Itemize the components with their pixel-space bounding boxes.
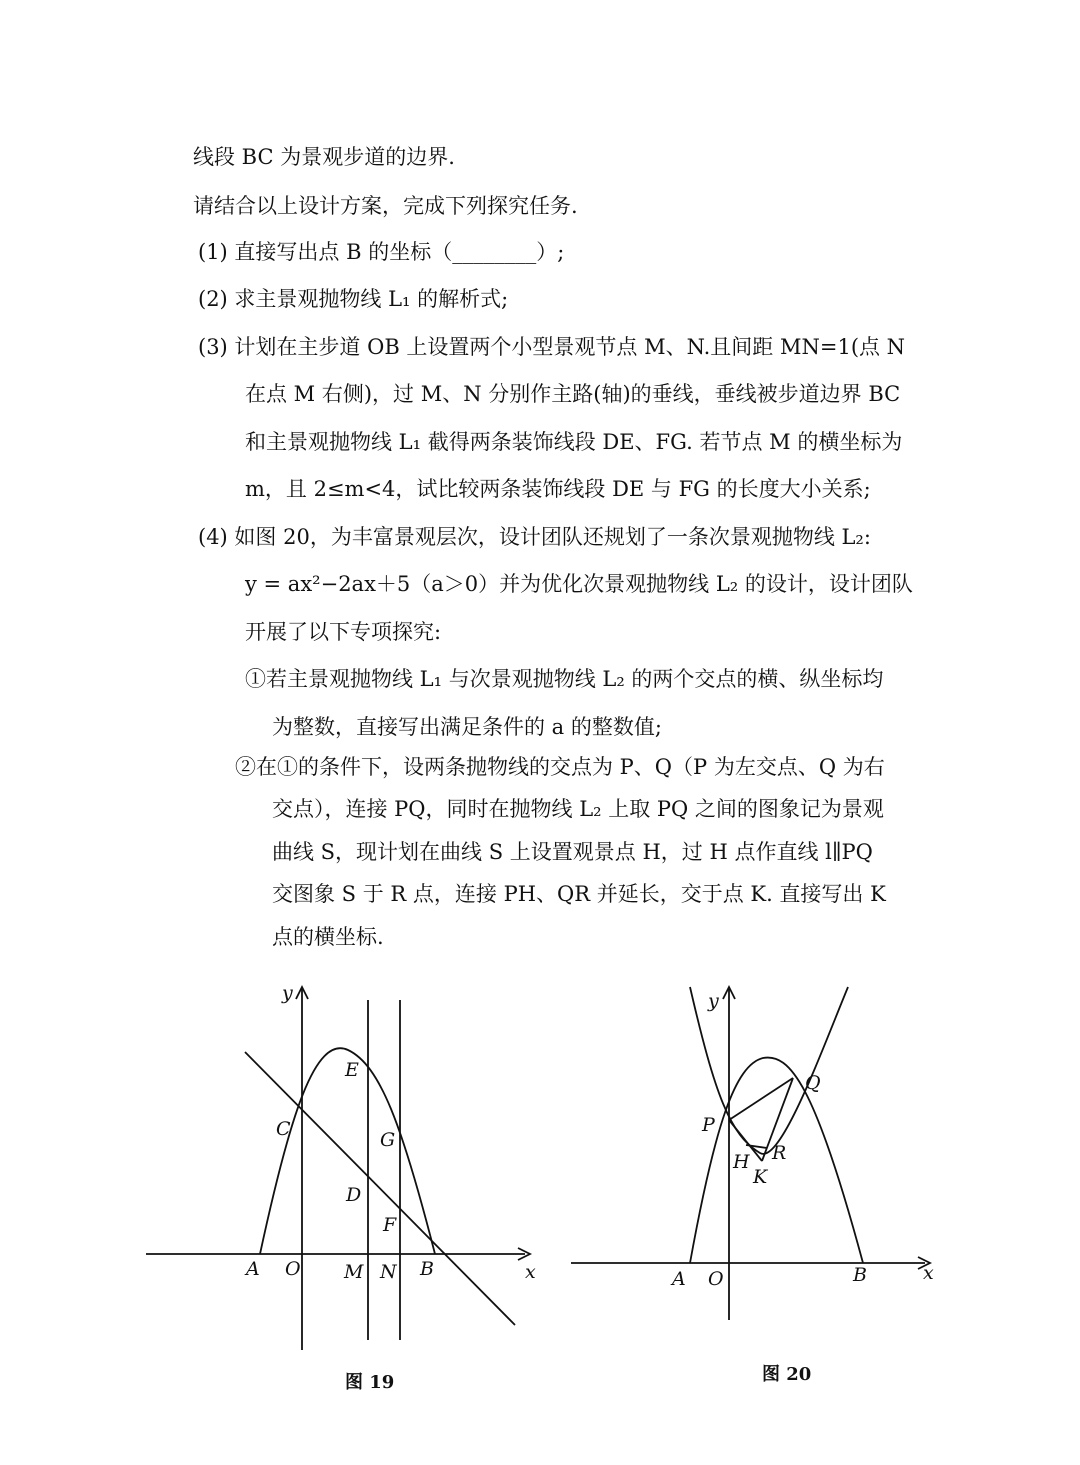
question-4-line-1: (4) 如图 20，为丰富景观层次，设计团队还规划了一条次景观抛物线 L₂: bbox=[198, 525, 871, 549]
fig20-segment-PQ bbox=[729, 1078, 793, 1120]
sub-question-2-line-3: 曲线 S，现计划在曲线 S 上设置观景点 H，过 H 点作直线 l∥PQ bbox=[272, 840, 873, 864]
fig20-label-H: H bbox=[733, 1151, 750, 1173]
fig19-label-E: E bbox=[345, 1059, 359, 1081]
fig20-label-x: x bbox=[923, 1262, 934, 1284]
fig19-label-G: G bbox=[380, 1129, 396, 1151]
fig19-line-BC bbox=[245, 1052, 515, 1325]
fig20-label-y: y bbox=[708, 990, 719, 1012]
question-3-line-1: (3) 计划在主步道 OB 上设置两个小型景观节点 M、N.且间距 MN=1(点 N bbox=[198, 335, 906, 359]
fig19-label-N: N bbox=[380, 1261, 397, 1283]
fig20-label-A: A bbox=[672, 1268, 686, 1290]
fig19-label-M: M bbox=[344, 1261, 364, 1283]
figure-19-caption: 图 19 bbox=[345, 1372, 395, 1393]
sub-question-1-line-2: 为整数，直接写出满足条件的 a 的整数值; bbox=[272, 715, 662, 739]
fig19-label-A: A bbox=[246, 1258, 260, 1280]
sub-question-2-line-2: 交点），连接 PQ，同时在抛物线 L₂ 上取 PQ 之间的图象记为景观 bbox=[272, 797, 884, 821]
fig19-label-D: D bbox=[346, 1184, 362, 1206]
question-3-line-2: 在点 M 右侧)，过 M、N 分别作主路(轴)的垂线，垂线被步道边界 BC bbox=[245, 382, 901, 406]
sub-question-2-line-1: ②在①的条件下，设两条抛物线的交点为 P、Q（P 为左交点、Q 为右 bbox=[235, 755, 885, 779]
question-3-line-4: m，且 2≤m<4，试比较两条装饰线段 DE 与 FG 的长度大小关系; bbox=[245, 477, 871, 501]
fig20-label-K: K bbox=[753, 1166, 768, 1188]
fig20-line-HR bbox=[746, 1145, 767, 1148]
fig20-label-Q: Q bbox=[805, 1072, 821, 1094]
fig19-label-x: x bbox=[525, 1261, 536, 1283]
fig19-label-C: C bbox=[276, 1118, 291, 1140]
question-4-line-2: y = ax²−2ax＋5（a＞0）并为优化次景观抛物线 L₂ 的设计，设计团队 bbox=[245, 572, 913, 596]
fig19-label-O: O bbox=[285, 1258, 301, 1280]
figure-20-caption: 图 20 bbox=[762, 1364, 812, 1385]
sub-question-2-line-5: 点的横坐标. bbox=[272, 925, 384, 949]
question-2: (2) 求主景观抛物线 L₁ 的解析式; bbox=[198, 287, 509, 311]
fig20-label-B: B bbox=[853, 1264, 867, 1286]
fig19-label-B: B bbox=[420, 1258, 434, 1280]
sub-question-1-line-1: ①若主景观抛物线 L₁ 与次景观抛物线 L₂ 的两个交点的横、纵坐标均 bbox=[245, 667, 884, 691]
fig19-label-y: y bbox=[282, 982, 293, 1004]
sub-question-2-line-4: 交图象 S 于 R 点，连接 PH、QR 并延长，交于点 K. 直接写出 K bbox=[272, 882, 886, 906]
question-1: (1) 直接写出点 B 的坐标（________）; bbox=[198, 240, 565, 264]
fig20-label-O: O bbox=[708, 1268, 724, 1290]
fig19-label-F: F bbox=[383, 1214, 397, 1236]
question-3-line-3: 和主景观抛物线 L₁ 截得两条装饰线段 DE、FG. 若节点 M 的横坐标为 bbox=[245, 430, 903, 454]
figure-19 bbox=[140, 975, 560, 1365]
figure-20 bbox=[565, 975, 945, 1345]
text-line-2: 请结合以上设计方案，完成下列探究任务. bbox=[193, 194, 578, 218]
text-line-1: 线段 BC 为景观步道的边界. bbox=[193, 145, 455, 169]
fig20-label-P: P bbox=[702, 1114, 715, 1136]
question-4-line-3: 开展了以下专项探究: bbox=[245, 620, 442, 644]
fig20-label-R: R bbox=[772, 1142, 787, 1164]
